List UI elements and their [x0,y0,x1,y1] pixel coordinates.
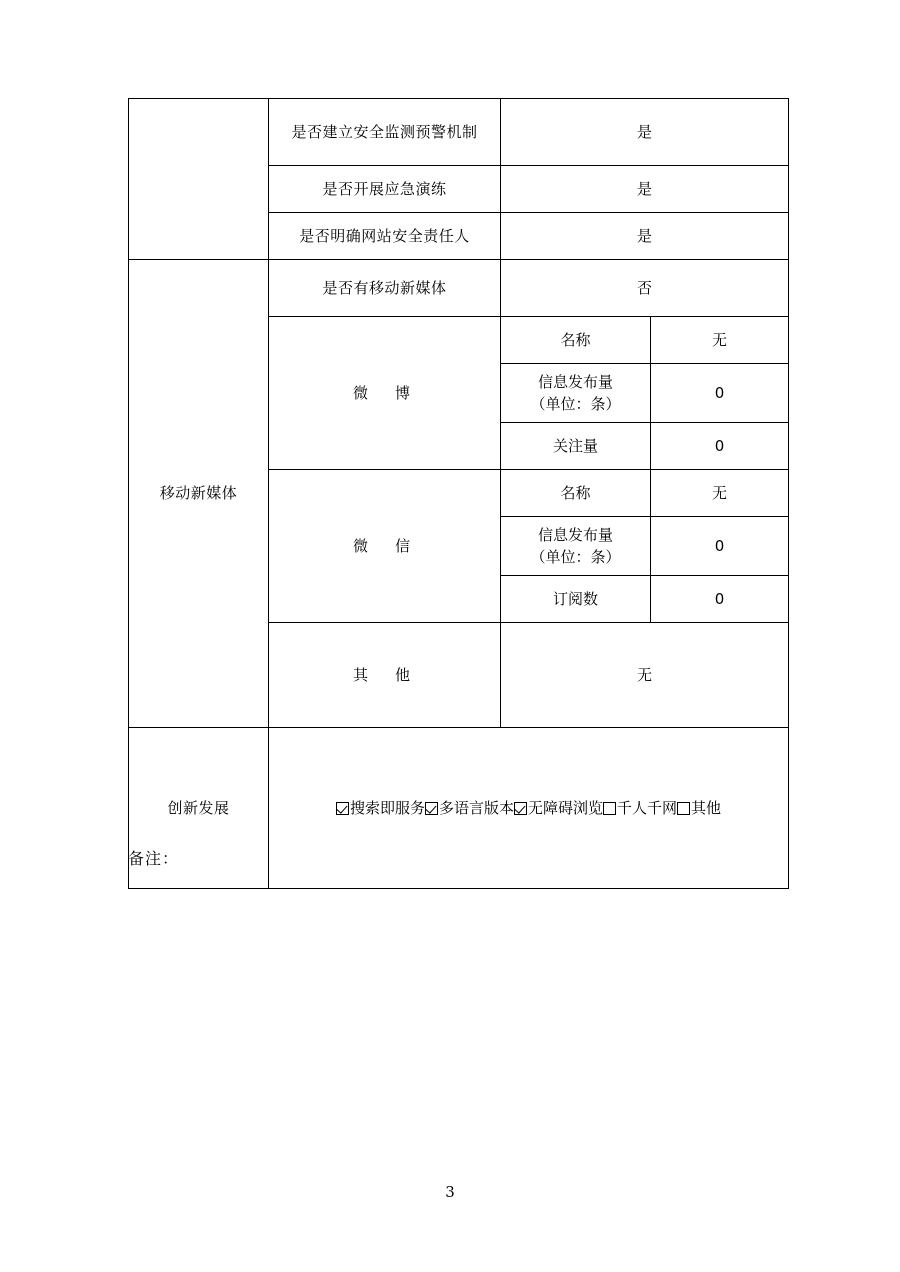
weixin-subscribers-label: 订阅数 [501,576,651,623]
innovation-option-label: 无障碍浏览 [528,798,604,817]
checkbox-checked-icon[interactable] [425,802,438,815]
security-row-1-label: 是否开展应急演练 [269,166,501,213]
weibo-followers-value: 0 [651,423,789,470]
report-table [128,98,789,889]
innovation-options-cell [269,728,789,889]
innovation-option-label: 多语言版本 [438,798,514,817]
weibo-name-label: 名称 [501,317,651,364]
weibo-publish-value: 0 [651,364,789,423]
weixin-subscribers-value: 0 [651,576,789,623]
remark-label: 备注： [128,849,180,868]
innovation-option-2[interactable] [514,797,603,820]
innovation-option-label: 搜索即服务 [349,798,425,817]
weixin-publish-label-line2: （单位：条） [530,548,621,566]
page-number: 3 [445,1183,455,1201]
other-media-value: 无 [501,623,789,728]
weibo-publish-label-line1: 信息发布量 [537,372,613,391]
weixin-name-label: 名称 [501,470,651,517]
weixin-publish-label-line1: 信息发布量 [537,525,613,544]
weibo-label: 微 博 [269,317,501,470]
table-row [129,728,789,889]
security-row-2-value: 是 [501,213,789,260]
checkbox-checked-icon[interactable] [514,802,527,815]
weixin-publish-label [501,517,651,576]
media-section-label: 移动新媒体 [129,260,269,728]
security-row-1-value: 是 [501,166,789,213]
innovation-checkbox-group [273,797,784,820]
has-media-label: 是否有移动新媒体 [269,260,501,317]
has-media-value: 否 [501,260,789,317]
checkbox-unchecked-icon[interactable] [677,802,690,815]
weixin-name-value: 无 [651,470,789,517]
checkbox-checked-icon[interactable] [336,802,349,815]
weibo-publish-label-line2: （单位：条） [530,395,621,413]
innovation-option-1[interactable] [425,797,514,820]
checkbox-unchecked-icon[interactable] [603,802,616,815]
innovation-option-4[interactable] [677,797,721,820]
weibo-publish-label [501,364,651,423]
innovation-label: 创新发展 [129,728,269,889]
innovation-option-label: 其他 [691,798,722,817]
innovation-option-0[interactable] [336,797,425,820]
security-row-2-label: 是否明确网站安全责任人 [269,213,501,260]
table-row [129,260,789,317]
weibo-name-value: 无 [651,317,789,364]
innovation-option-label: 千人千网 [617,798,678,817]
weixin-publish-value: 0 [651,517,789,576]
weibo-followers-label: 关注量 [501,423,651,470]
security-row-0-label: 是否建立安全监测预警机制 [269,99,501,166]
table-row [129,99,789,166]
security-section-label-cell [129,99,269,260]
weixin-label: 微 信 [269,470,501,623]
innovation-option-3[interactable] [603,797,677,820]
security-row-0-value: 是 [501,99,789,166]
other-media-label: 其 他 [269,623,501,728]
